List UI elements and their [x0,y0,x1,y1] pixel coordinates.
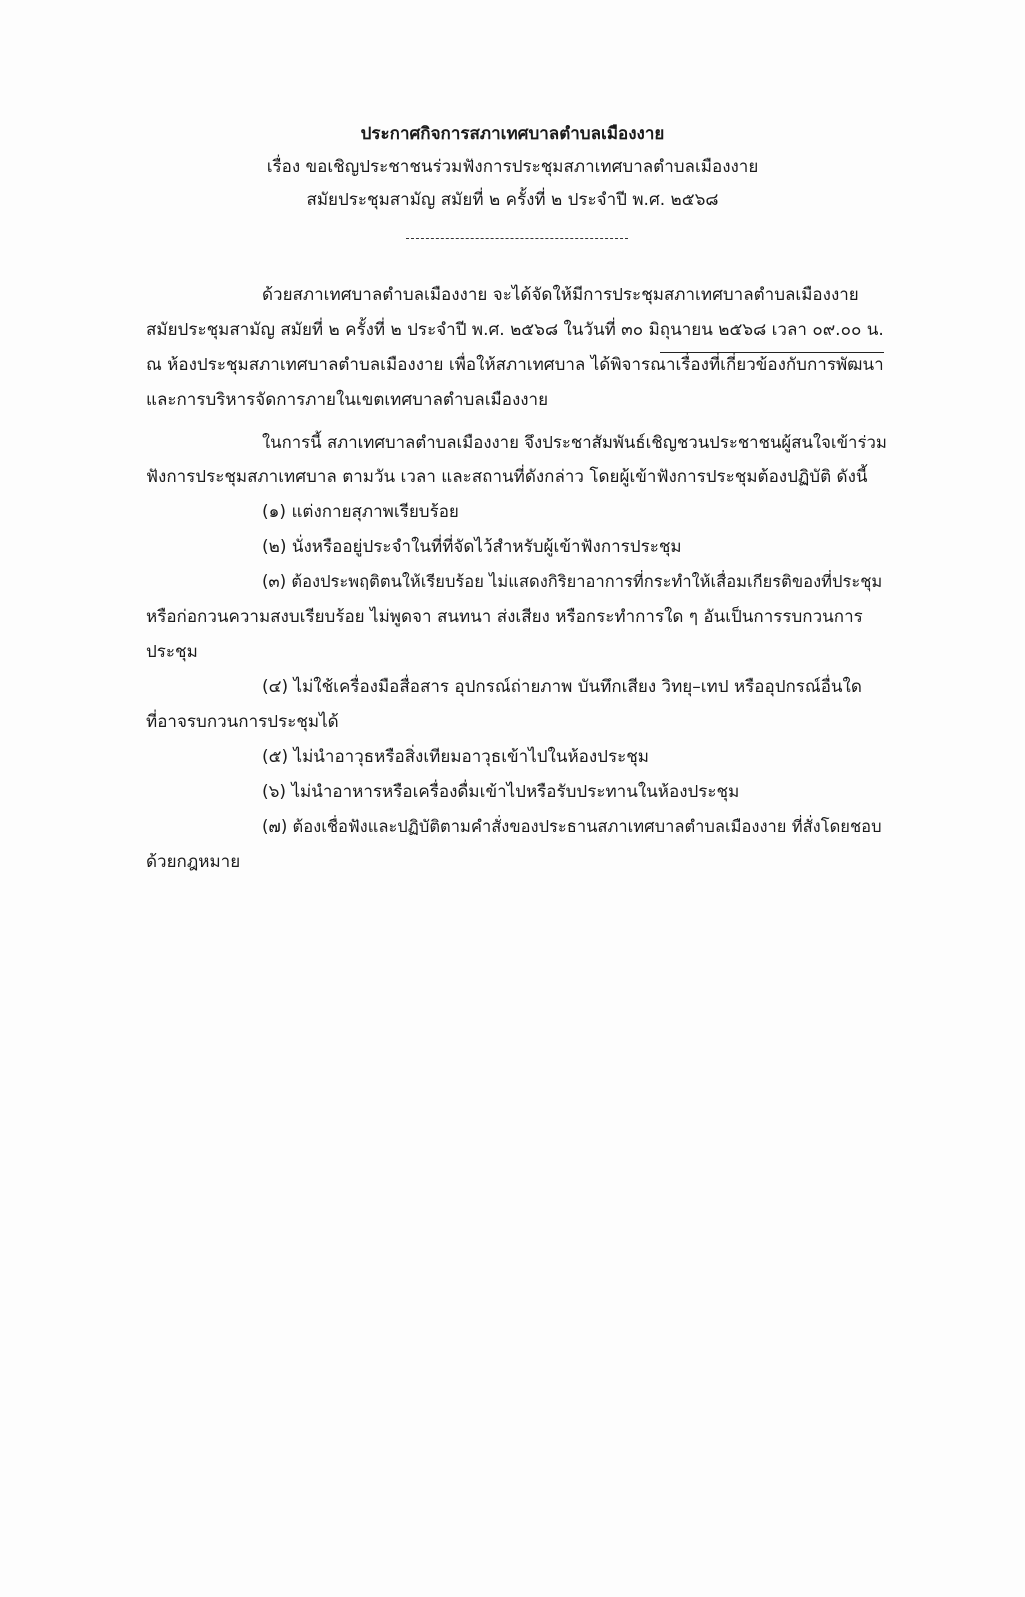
paragraph2-line1: ในการนี้ สภาเทศบาลตำบลเมืองงาย จึงประชาสัมพันธ์เชิญชวนประชาชนผู้สนใจเข้าร่วม [262,432,887,452]
rule-item-3-line2: หรือก่อกวนความสงบเรียบร้อย ไม่พูดจา สนทนา ส่งเสียง หรือกระทำการใด ๆ อันเป็นการรบกวนการ [146,607,863,627]
rule-item-4-line1: (๔) ไม่ใช้เครื่องมือสื่อสาร อุปกรณ์ถ่ายภาพ บันทึกเสียง วิทยุ–เทป หรืออุปกรณ์อื่นใด [262,677,862,697]
rule-item-7-line1: (๗) ต้องเชื่อฟังและปฏิบัติตามคำสั่งของประธานสภาเทศบาลตำบลเมืองงาย ที่สั่งโดยชอบ [262,817,882,836]
rule-item-4-line2: ที่อาจรบกวนการประชุมได้ [146,712,339,732]
rule-item-5: (๕) ไม่นำอาวุธหรือสิ่งเทียมอาวุธเข้าไปในห้องประชุม [262,747,649,767]
rule-item-3-line3: ประชุม [146,642,198,662]
rule-item-1: (๑) แต่งกายสุภาพเรียบร้อย [262,502,459,522]
rule-item-2: (๒) นั่งหรืออยู่ประจำในที่ที่จัดไว้สำหรับผู้เข้าฟังการประชุม [262,537,682,557]
paragraph1-line2: สมัยประชุมสามัญ สมัยที่ ๒ ครั้งที่ ๒ ประจำปี พ.ศ. ๒๕๖๘ ในวันที่ ๓๐ มิถุนายน ๒๕๖๘ เวลา ๐๙.๐๐ น. [146,320,884,340]
rule-item-3-line1: (๓) ต้องประพฤติตนให้เรียบร้อย ไม่แสดงกิริยาอาการที่กระทำให้เสื่อมเกียรติของที่ประชุม [262,572,883,591]
paragraph1-line1: ด้วยสภาเทศบาลตำบลเมืองงาย จะได้จัดให้มีการประชุมสภาเทศบาลตำบลเมืองงาย [262,285,859,305]
title-divider [406,238,628,239]
paragraph1-line4: และการบริหารจัดการภายในเขตเทศบาลตำบลเมืองงาย [146,390,549,410]
announcement-session: สมัยประชุมสามัญ สมัยที่ ๒ ครั้งที่ ๒ ประจำปี พ.ศ. ๒๕๖๘ [306,190,719,210]
paragraph2-line2: ฟังการประชุมสภาเทศบาล ตามวัน เวลา และสถานที่ดังกล่าว โดยผู้เข้าฟังการประชุมต้องปฏิบัติ ดังนี้ [146,467,868,487]
announcement-subject: เรื่อง ขอเชิญประชาชนร่วมฟังการประชุมสภาเทศบาลตำบลเมืองงาย [266,157,759,177]
paragraph1-line3: ณ ห้องประชุมสภาเทศบาลตำบลเมืองงาย เพื่อให้สภาเทศบาล ได้พิจารณาเรื่องที่เกี่ยวข้องกับการพัฒนา [146,355,884,375]
rule-item-7-line2: ด้วยกฎหมาย [146,852,241,872]
rule-item-6: (๖) ไม่นำอาหารหรือเครื่องดื่มเข้าไปหรือรับประทานในห้องประชุม [262,782,740,802]
announcement-title: ประกาศกิจการสภาเทศบาลตำบลเมืองงาย [360,124,665,144]
